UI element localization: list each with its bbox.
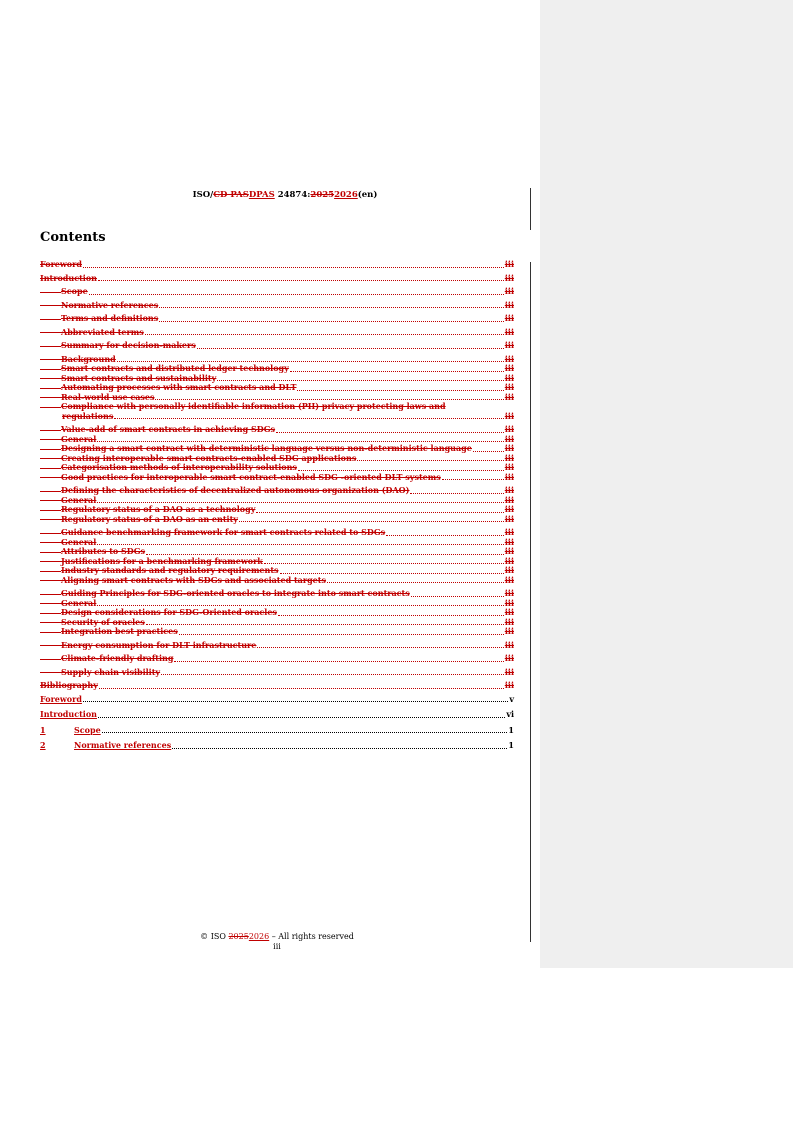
toc-entry-deleted[interactable] [40,589,514,599]
toc-entry-label: Good practices for interoperable smart contract-enabled SDG -oriented DLT systems [61,471,441,482]
toc-entry-page: iii [504,471,514,482]
toc-entry-page: v [509,693,514,704]
toc-entry-label: Climate-friendly drafting [61,653,174,663]
toc-entry-deleted[interactable] [40,473,514,483]
header-prefix: ISO/ [192,190,214,200]
toc-entry-label: Defining the characteristics of decentralized autonomous organization (DAO) [61,485,410,495]
toc-entry-label: Energy consumption for DLT infrastructure [61,639,257,650]
toc-entry-label: Security of oracles [61,616,145,627]
toc-entry-deleted[interactable] [40,425,514,435]
comment-pane [540,0,793,968]
toc-leader-dots [172,748,507,749]
toc-entry-page: iii [504,574,514,585]
toc-leader-dots [99,688,504,689]
toc-entry-page: 1 [508,740,514,750]
change-bar-top [530,188,531,230]
toc-entry-deleted[interactable] [40,528,514,538]
toc-entry-indent [40,388,61,389]
toc-entry-indent [40,519,61,520]
toc-entry-label: Supply chain visibility [61,666,161,677]
toc-entry-label: Integration best practices [61,626,178,636]
toc-entry-deleted[interactable] [40,287,514,297]
toc-leader-dots [159,307,504,308]
copyright-prefix: © ISO [200,932,229,941]
toc-entry-indent [40,430,61,431]
toc-entry-page: iii [504,372,514,383]
toc-entry-indent [40,359,61,360]
toc-entry-indent [40,561,61,562]
toc-entry-page: iii [504,391,514,402]
toc-entry-label: Foreword [40,259,82,269]
toc-entry-indent [40,571,61,572]
toc-entry-indent [40,659,61,660]
toc-entry-inserted[interactable] [40,741,514,751]
toc-leader-dots [473,451,504,452]
toc-entry-deleted[interactable] [40,668,514,678]
toc-leader-dots [357,460,504,461]
change-bar-main [530,262,531,942]
toc-entry-deleted[interactable] [40,515,514,525]
toc-entry-page: iii [504,259,514,269]
toc-leader-dots [197,348,504,349]
toc-leader-dots [411,596,504,597]
toc-entry-page: iii [504,462,514,472]
toc-entry-page: iii [504,424,514,434]
toc-leader-dots [442,479,504,480]
toc-inserted-entries [40,695,514,751]
toc-entry-indent [40,613,61,614]
toc-entry-deleted[interactable] [40,681,514,691]
toc-entry-page: iii [504,382,514,392]
toc-entry-label: Creating interoperable smart contracts-enabled SDG applications [61,452,357,463]
toc-leader-dots [276,432,504,433]
toc-entry-indent [40,510,61,511]
toc-entry-page: iii [504,504,514,514]
toc-entry-inserted[interactable] [40,710,514,720]
toc-leader-dots [155,399,503,400]
header-inserted-doc-type: DPAS [248,190,275,200]
toc-entry-page: iii [504,452,514,463]
toc-leader-dots [297,390,503,391]
toc-entry-label: Regulatory status of a DAO as an entity [61,513,238,524]
toc-entry-label: Categorisation methods of interoperability solutions [61,462,297,472]
toc-entry-indent [40,552,61,553]
toc-entry-indent [40,533,61,534]
toc-entry-page: iii [504,410,514,421]
toc-deleted-entries [40,260,514,691]
toc-entry-page: iii [504,340,514,350]
toc-leader-dots [327,582,504,583]
toc-entry-label: Normative references [74,740,172,750]
toc-leader-dots [146,624,504,625]
toc-entry-label: General [61,536,97,547]
toc-entry-indent [40,305,61,306]
toc-entry-page: iii [504,433,514,444]
toc-entry-label: Introduction [40,272,97,283]
toc-entry-label: Scope [74,724,101,735]
toc-entry-indent [40,292,61,293]
toc-entry-label: regulations [62,410,114,421]
toc-entry-label: Justifications for a benchmarking framework [61,555,263,566]
contents-title: Contents [40,230,106,245]
toc-entry-label: Abbreviated terms [61,326,144,337]
toc-entry-deleted[interactable] [40,328,514,338]
toc-entry-indent [40,407,61,408]
toc-entry-indent [40,632,61,633]
toc-entry-indent [40,332,61,333]
toc-leader-dots [290,371,504,372]
toc-entry-label: Compliance with personally identifiable information (PII) privacy protecting laws and [61,401,446,411]
toc-entry-indent [40,542,61,543]
toc-entry-label: Background [61,353,116,364]
toc-entry-deleted[interactable] [40,260,514,270]
toc-entry-page: iii [504,353,514,364]
toc-leader-dots [146,554,504,555]
toc-entry-label: Smart contracts and sustainability [61,372,217,383]
toc-entry-page: iii [504,653,514,663]
toc-leader-dots [217,380,504,381]
toc-entry-page: iii [504,639,514,650]
toc-entry-page: iii [504,626,514,636]
toc-entry-deleted[interactable] [40,641,514,651]
toc-entry-indent [40,491,61,492]
toc-leader-dots [256,512,504,513]
toc-entry-page: iii [504,597,514,608]
toc-entry-deleted[interactable] [40,654,514,664]
toc-entry-page: iii [504,299,514,310]
toc-leader-dots [145,334,504,335]
toc-leader-dots [83,267,504,268]
toc-leader-dots [102,732,508,733]
toc-leader-dots [83,701,508,702]
toc-entry-label: Smart contracts and distributed ledger technology [61,363,289,373]
toc-leader-dots [298,470,504,471]
toc-entry-page: iii [504,494,514,505]
toc-entry-deleted[interactable] [40,576,514,586]
toc-entry-page: iii [504,536,514,547]
toc-leader-dots [179,634,504,635]
toc-leader-dots [280,573,504,574]
toc-entry-label: General [61,494,97,505]
toc-entry-page: iii [504,513,514,524]
toc-entry-label: Guidance benchmarking framework for smart contracts related to SDGs [61,527,386,537]
toc-leader-dots [161,674,504,675]
header-suffix: (en) [357,190,378,200]
toc-entry-deleted[interactable] [40,486,514,496]
toc-entry-page: iii [504,313,514,323]
toc-entry-label: Design considerations for SDG-Oriented oracles [61,607,277,617]
toc-leader-dots [278,615,504,616]
copyright-deleted-year: 2025 [228,932,249,941]
copyright-line [40,932,514,942]
header-number: 24874: [274,190,311,200]
toc-entry-label: General [61,597,97,608]
toc-entry-label: Normative references [61,299,159,310]
toc-entry-label: Scope [61,286,88,296]
toc-entry-number: 1 [40,724,46,735]
toc-entry-indent [40,369,61,370]
toc-entry-label: Foreword [40,693,82,704]
toc-entry-page: iii [504,565,514,575]
toc-entry-page: iii [504,555,514,566]
document-header [40,190,530,200]
toc-entry-page: iii [504,485,514,495]
toc-entry-deleted[interactable] [40,301,514,311]
toc-entry-label: Aligning smart contracts with SDGs and associated targets [61,574,326,585]
toc-entry-indent [40,458,61,459]
toc-entry-number: 2 [40,740,46,750]
toc-entry-page: iii [504,666,514,677]
toc-entry-label: General [61,433,97,444]
toc-entry-page: iii [504,326,514,337]
toc-entry-label: Value-add of smart contracts in achieving SDGs [61,424,276,434]
toc-entry-label: Designing a smart contract with deterministic language versus non-deterministic language [61,443,472,453]
toc-leader-dots [257,647,504,648]
toc-leader-dots [98,717,505,718]
toc-entry-page: iii [504,607,514,617]
toc-entry-indent [40,622,61,623]
toc-entry-deleted[interactable] [40,341,514,351]
toc-entry-label: Bibliography [40,680,98,690]
toc-entry-indent [40,378,61,379]
header-deleted-doc-type: CD PAS [213,190,249,200]
toc-leader-dots [114,418,504,419]
toc-entry-label: Terms and definitions [61,313,159,323]
toc-entry-indent [40,603,61,604]
toc-entry-label: Industry standards and regulatory requirements [61,565,279,575]
toc-leader-dots [97,605,504,606]
page-number: iii [273,942,281,951]
toc-entry-page: iii [504,546,514,556]
toc-entry-deleted[interactable] [40,314,514,324]
copyright-inserted-year: 2026 [248,932,270,941]
header-inserted-year: 2026 [334,190,358,200]
toc-leader-dots [89,294,504,295]
toc-entry-label: Attributes to SDGs [61,546,146,556]
toc-entry-deleted[interactable] [40,627,514,637]
toc-entry-indent [40,672,61,673]
toc-entry-page: iii [504,363,514,373]
toc-leader-dots [410,493,503,494]
toc-entry-indent [40,645,61,646]
toc-leader-dots [98,280,504,281]
toc-entry-page: vi [506,709,514,719]
header-deleted-year: 2025 [310,190,335,200]
toc-leader-dots [97,544,504,545]
toc-entry-deleted[interactable] [40,412,514,422]
toc-entry-page: iii [504,616,514,627]
toc-leader-dots [386,535,504,536]
toc-entry-page: 1 [508,724,514,735]
toc-leader-dots [239,521,504,522]
copyright-suffix: – All rights reserved [269,932,354,941]
toc-leader-dots [97,441,504,442]
toc-entry-indent [40,500,61,501]
toc-entry-page: iii [504,272,514,283]
toc-leader-dots [117,361,504,362]
toc-entry-page: iii [504,588,514,598]
toc-entry-inserted[interactable] [40,726,514,736]
toc-entry-label: Guiding Principles for SDG-oriented oracles to integrate into smart contracts [61,588,410,598]
toc-entry-deleted[interactable] [40,274,514,284]
toc-entry-indent [40,439,61,440]
toc-entry-page: iii [504,680,514,690]
toc-entry-indent [40,594,61,595]
toc-entry-indent [40,397,61,398]
toc-entry-label: Regulatory status of a DAO as a technology [61,504,256,514]
toc-entry-label: Summary for decision-makers [61,340,196,350]
toc-entry-indent [40,468,61,469]
page-footer [40,932,514,952]
toc-entry-label: Real-world use cases [61,391,155,402]
toc-entry-page: iii [504,443,514,453]
table-of-contents [40,260,514,757]
toc-entry-label: Introduction [40,709,97,719]
toc-leader-dots [97,502,504,503]
toc-leader-dots [159,321,504,322]
toc-entry-page: iii [504,286,514,296]
toc-entry-indent [40,319,61,320]
toc-leader-dots [264,563,504,564]
toc-entry-label: Automating processes with smart contracts and DLT [61,382,297,392]
toc-entry-indent [40,580,61,581]
toc-entry-indent [40,477,61,478]
toc-entry-indent [40,449,61,450]
toc-entry-page: iii [504,527,514,537]
toc-leader-dots [174,661,503,662]
toc-entry-inserted[interactable] [40,695,514,705]
toc-entry-indent [40,346,61,347]
